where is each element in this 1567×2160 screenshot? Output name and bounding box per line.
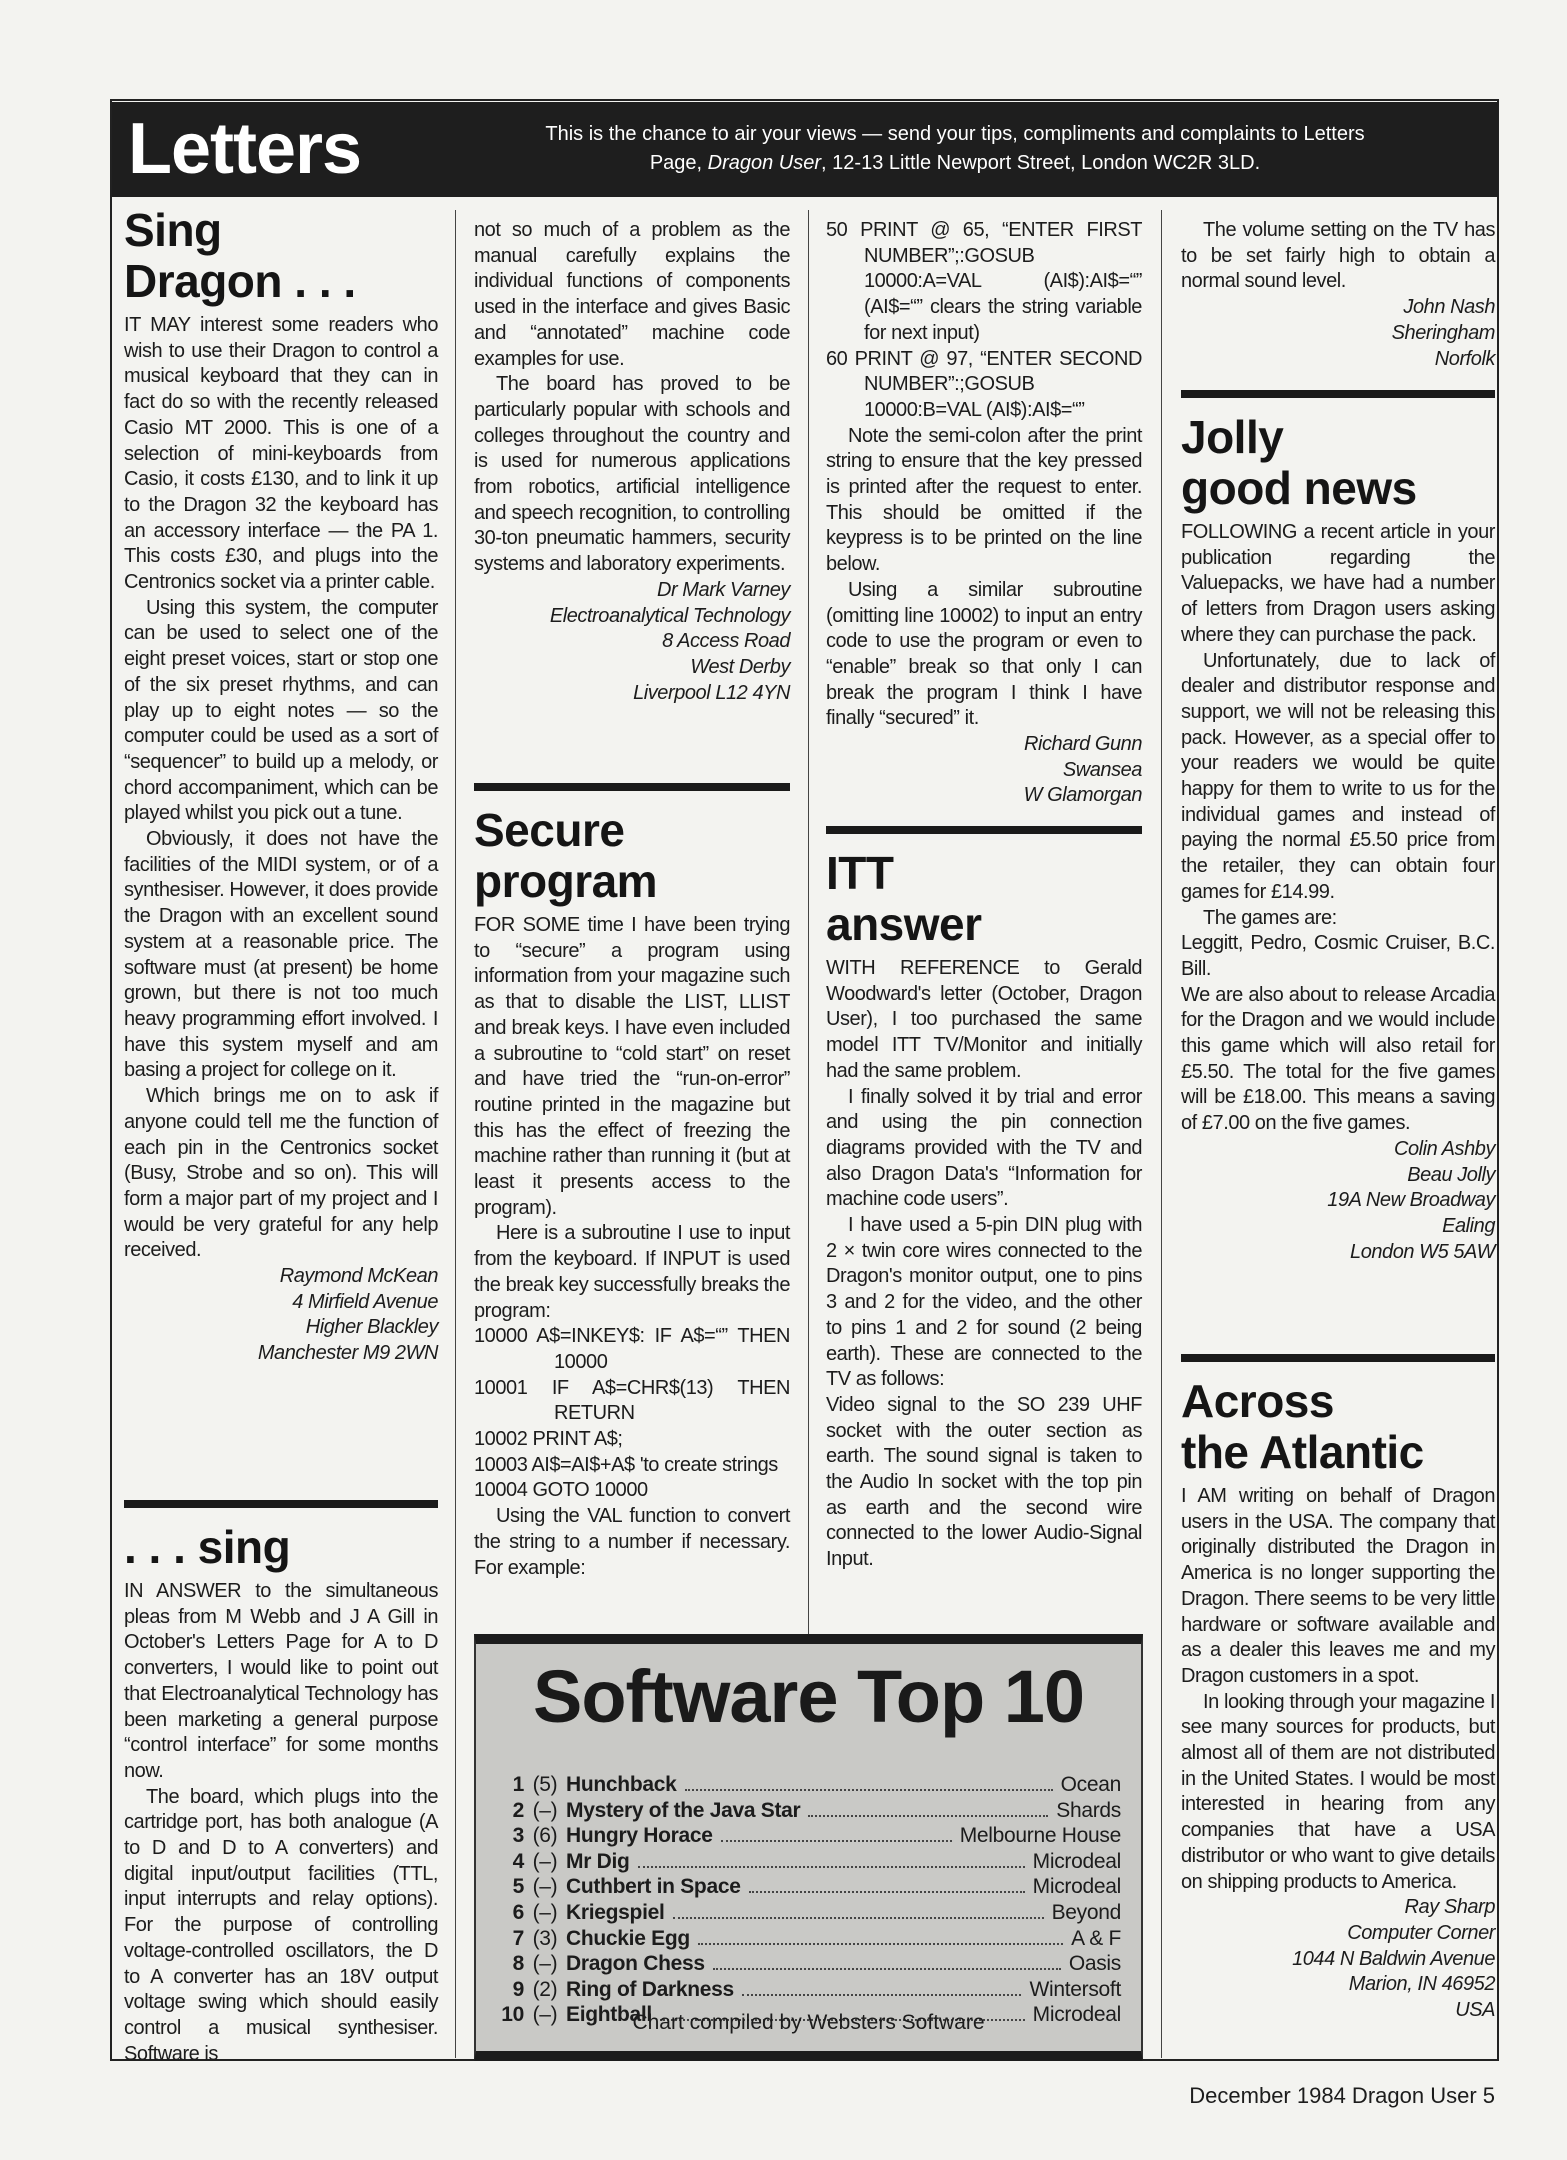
dot-leader (638, 1866, 1025, 1868)
chart-publisher: Oasis (1068, 1952, 1121, 1976)
chart-previous-position: (2) (532, 1977, 558, 2001)
chart-rank: 5 (512, 1875, 524, 1899)
paragraph: Leggitt, Pedro, Cosmic Cruiser, B.C. Bill. (1181, 932, 1495, 980)
signature-line: London W5 5AW (1350, 1240, 1495, 1263)
signature-line: 19A New Broadway (1327, 1189, 1495, 1212)
dot-leader (673, 1917, 1044, 1919)
column-divider (1161, 210, 1162, 2058)
chart-rank: 6 (512, 1900, 524, 1924)
chart-rank: 1 (512, 1773, 524, 1796)
column-divider (455, 210, 456, 2058)
chart-rank: 4 (512, 1849, 524, 1873)
paragraph: The games are: (1203, 906, 1337, 929)
chart-previous-position: (–) (532, 1952, 558, 1976)
chart-publisher: Shards (1056, 1798, 1121, 1822)
signature-line: Norfolk (1434, 347, 1495, 370)
signature-line: Ealing (1442, 1214, 1495, 1237)
chart-publisher: A & F (1071, 1926, 1121, 1950)
dot-leader (698, 1943, 1063, 1945)
signature-line: Liverpool L12 4YN (633, 681, 790, 704)
chart-rank: 2 (512, 1798, 524, 1822)
paragraph: In looking through your magazine I see many sources for products, but almost all of them are not distributed in the United States. I would be most interested in hearing from any companies that have a USA distributor or who want to give details on shipping products to America. (1181, 1690, 1495, 1893)
article-itt-answer (826, 826, 1142, 1573)
code-line: 10003 AI$=AI$+A$ 'to create strings (474, 1453, 778, 1476)
subtitle-pre: Page, (649, 152, 708, 174)
subtitle-address: , 12-13 Little Newport Street, London WC2R 3LD. (821, 152, 1261, 174)
letter-signature (1181, 1895, 1495, 2024)
paragraph: I AM writing on behalf of Dragon users in the USA. The company that originally distributed the Dragon in America is no longer supporting the Dragon. There seems to be very little hardware or software available and as a dealer this leaves me and my Dragon customers in a spot. (1181, 1485, 1495, 1687)
chart-row (494, 1849, 1121, 1875)
chart-row (494, 1772, 1121, 1798)
page-footer: December 1984 Dragon User 5 (1189, 2083, 1495, 2108)
top10-list (494, 1772, 1121, 2028)
paragraph: Using this system, the computer can be used to select one of the eight preset voices, start or stop one of the six preset rhythms, and can play up to eight notes — so the computer could be used as a sort of “sequencer” to build up a melody, or chord accompaniment, which can be played whilst you pick out a tune. (124, 596, 438, 825)
paragraph: Obviously, it does not have the facilities of the MIDI system, or of a synthesiser. However, it does provide the Dragon with an excellent sound system at a reasonable price. The software must (at present) be home grown, but there is not too much heavy programming effort involved. I have this system myself and am basing a project for college on it. (124, 828, 438, 1082)
code-line: 10001 IF A$=CHR$(13) THEN RETURN (474, 1376, 790, 1425)
article-itt-cont (1181, 218, 1495, 372)
signature-line: John Nash (1403, 296, 1495, 319)
signature-line: 8 Access Road (662, 630, 790, 653)
code-line: 10000 A$=INKEY$: IF A$=“” THEN 10000 (474, 1325, 790, 1373)
paragraph: I finally solved it by trial and error and using the pin connection diagrams provided with the TV and also Dragon Data's “Information for machine code users”. (826, 1085, 1142, 1211)
article-heading (124, 1522, 438, 1573)
paragraph: I have used a 5-pin DIN plug with 2 × twin core wires connected to the Dragon's monitor output, one to pins 3 and 2 for the video, and the other to pins 1 and 2 for sound (2 being earth). These are connected to the TV as follows: (826, 1214, 1142, 1391)
chart-publisher: Ocean (1060, 1773, 1121, 1796)
paragraph: Unfortunately, due to lack of dealer and distributor response and support, we will not be releasing this pack. However, as a special offer to your readers we would be quite happy for them to write to us for the individual games and instead of paying the normal £5.50 price from the retailer, they can obtain four games for £14.99. (1181, 649, 1495, 903)
dot-leader (721, 1840, 952, 1842)
paragraph: FOR SOME time I have been trying to “secure” a program using information from your magazine such as that to disable the LIST, LLIST and break keys. I have even included a subroutine to “cold start” on reset and have tried the “run-on-error” routine printed in the magazine but this has the effect of freezing the machine rather than running it (but at least it presents access to the program). (474, 914, 790, 1219)
chart-previous-position: (–) (532, 1875, 558, 1899)
chart-rank: 7 (512, 1926, 524, 1950)
article-secure-program (474, 783, 790, 1581)
heading-line: Dragon . . . (124, 255, 356, 307)
paragraph: not so much of a problem as the manual carefully explains the individual functions of components used in the interface and gives Basic and “annotated” machine code examples for use. (474, 219, 790, 370)
dot-leader (685, 1789, 1053, 1791)
signature-line: Colin Ashby (1393, 1137, 1495, 1160)
dot-leader (749, 1891, 1025, 1893)
chart-row (494, 1900, 1121, 1926)
chart-publisher: Microdeal (1032, 1849, 1121, 1873)
code-line: 50 PRINT @ 65, “ENTER FIRST NUMBER”;:GOSUB 10000:A=VAL (AI$):AI$=“” (AI$=“” clears the string variable for next input) (826, 219, 1142, 344)
paragraph: IN ANSWER to the simultaneous pleas from M Webb and J A Gill in October's Letters Page for A to D converters, I would like to point out that Electroanalytical Technology has been marketing a general purpose “control interface” for some months now. (124, 1580, 438, 1782)
article-sing-dragon (124, 205, 438, 1367)
signature-line: Manchester M9 2WN (257, 1342, 438, 1365)
signature-line: Beau Jolly (1407, 1163, 1495, 1186)
letter-signature (474, 578, 790, 707)
chart-previous-position: (–) (532, 2003, 558, 2027)
article-heading (124, 205, 438, 307)
article-heading (474, 805, 790, 907)
chart-publisher: Wintersoft (1029, 1977, 1121, 2001)
chart-title: Mr Dig (566, 1849, 630, 1873)
chart-row (494, 1977, 1121, 2003)
signature-line: Computer Corner (1347, 1921, 1495, 1944)
chart-publisher: Microdeal (1032, 1875, 1121, 1899)
software-top-10-box (474, 1634, 1143, 2061)
dot-leader (742, 1994, 1022, 1996)
chart-title: Mystery of the Java Star (566, 1798, 801, 1822)
article-heading (826, 848, 1142, 950)
chart-title: Dragon Chess (566, 1952, 705, 1976)
chart-publisher: Beyond (1051, 1900, 1121, 1924)
heading-line: ITT (826, 847, 894, 899)
chart-title: Chuckie Egg (566, 1926, 690, 1950)
paragraph: IT MAY interest some readers who wish to use their Dragon to control a musical keyboard that they can in fact do so with the recently released Casio MT 2000. This is one of a selection of mini-keyboards from Casio, it costs £130, and to link it up to the Dragon 32 the keyboard has an accessory interface — the PA 1. This costs £30, and plugs into the Centronics socket via a printer cable. (124, 314, 438, 594)
chart-title: Hungry Horace (566, 1824, 713, 1848)
paragraph: The board has proved to be particularly popular with schools and colleges throughout the country and is used for numerous applications from robotics, artificial intelligence and speech recognition, to controlling 30-ton pneumatic hammers, security systems and laboratory experiments. (474, 373, 790, 576)
chart-title: Kriegspiel (566, 1900, 665, 1924)
chart-title: Ring of Darkness (566, 1977, 734, 2001)
heading-line: program (474, 855, 658, 907)
chart-rank: 10 (501, 2003, 524, 2027)
paragraph: Which brings me on to ask if anyone could tell me the function of each pin in the Centronics socket (Busy, Strobe and so on). This will form a major part of my project and I would be very grateful for any help received. (124, 1085, 438, 1262)
article-sing-cont (474, 218, 790, 706)
section-divider (124, 1500, 438, 1508)
signature-line: West Derby (690, 655, 790, 678)
top10-credit: Chart compiled by Websters Software (632, 2011, 985, 2034)
article-jolly-good-news (1181, 390, 1495, 1265)
article-heading (1181, 412, 1495, 514)
signature-line: Swansea (1062, 758, 1142, 781)
section-divider (1181, 390, 1495, 398)
signature-line: Marion, IN 46952 (1348, 1973, 1495, 1996)
section-divider (1181, 1354, 1495, 1362)
paragraph: The board, which plugs into the cartridge port, has both analogue (A to D and D to A converters) and digital input/output facilities (TTL, input interrupts and relay options). For the purpose of controlling voltage-controlled oscillators, the D to A converter has an 18V output voltage swing which should easily control a musical synthesiser. Software is (124, 1785, 438, 2065)
chart-row (494, 1798, 1121, 1824)
chart-previous-position: (–) (532, 1900, 558, 1924)
chart-previous-position: (5) (532, 1773, 558, 1796)
chart-rank: 9 (512, 1977, 524, 2001)
letter-signature (1181, 295, 1495, 372)
chart-previous-position: (3) (532, 1926, 558, 1950)
signature-line: Higher Blackley (305, 1316, 438, 1339)
chart-previous-position: (6) (532, 1824, 558, 1848)
paragraph: Video signal to the SO 239 UHF socket with the outer section as earth. The sound signal is taken to the Audio In socket with the top pin as earth and the second wire connected to the lower Audio-Signal Input. (826, 1393, 1142, 1571)
paragraph: Using a similar subroutine (omitting line 10002) to input an entry code to use the program or even to “enable” break so that only I can break the program I think I have finally “secured” it. (826, 578, 1142, 730)
signature-line: Electroanalytical Technology (549, 604, 790, 627)
section-divider (474, 783, 790, 791)
top10-title: Software Top 10 (532, 1655, 1085, 1738)
chart-rank: 3 (512, 1824, 524, 1848)
signature-line: Sheringham (1391, 321, 1495, 344)
signature-line: W Glamorgan (1023, 784, 1142, 807)
paragraph: Note the semi-colon after the print string to ensure that the key pressed is printed after the request to enter. This should be omitted if the keypress is to be printed on the line below. (826, 424, 1142, 576)
header-subtitle (422, 120, 1488, 178)
heading-line: the Atlantic (1181, 1426, 1424, 1478)
signature-line: Richard Gunn (1024, 733, 1142, 756)
subtitle-line-1: This is the chance to air your views — send your tips, compliments and complaints to Letters (545, 123, 1365, 145)
heading-line: Jolly (1181, 411, 1284, 463)
subtitle-magazine: Dragon User (707, 152, 822, 174)
signature-line: USA (1455, 1999, 1495, 2022)
heading-line: . . . sing (124, 1521, 291, 1573)
signature-line: Ray Sharp (1404, 1896, 1495, 1919)
chart-publisher: Melbourne House (959, 1824, 1121, 1848)
paragraph: FOLLOWING a recent article in your publication regarding the Valuepacks, we have had a number of letters from Dragon users asking where they can purchase the pack. (1181, 521, 1495, 646)
code-line: 10004 GOTO 10000 (474, 1479, 648, 1502)
chart-publisher: Microdeal (1032, 2003, 1121, 2027)
chart-row (494, 1823, 1121, 1849)
chart-previous-position: (–) (532, 1849, 558, 1873)
page-title: Letters (128, 109, 362, 189)
chart-row (494, 1874, 1121, 1900)
letter-signature (124, 1264, 438, 1367)
dot-leader (713, 1968, 1061, 1970)
letter-signature (1181, 1137, 1495, 1266)
code-line: 60 PRINT @ 97, “ENTER SECOND NUMBER”:;GOSUB 10000:B=VAL (AI$):AI$=“” (826, 347, 1142, 421)
article-sing (124, 1500, 438, 2067)
chart-title: Cuthbert in Space (566, 1875, 741, 1899)
letter-signature (826, 732, 1142, 809)
paragraph: Using the VAL function to convert the string to a number if necessary. For example: (474, 1505, 790, 1579)
chart-row (494, 1926, 1121, 1952)
chart-rank: 8 (512, 1952, 524, 1976)
heading-line: answer (826, 898, 982, 950)
chart-previous-position: (–) (532, 1798, 558, 1822)
heading-line: Secure (474, 804, 625, 856)
article-heading (1181, 1376, 1495, 1478)
chart-title: Eightball (566, 2003, 652, 2027)
chart-title: Hunchback (566, 1773, 677, 1796)
section-divider (826, 826, 1142, 834)
paragraph: WITH REFERENCE to Gerald Woodward's letter (October, Dragon User), I too purchased the same model ITT TV/Monitor and initially had the same problem. (826, 957, 1142, 1082)
paragraph: We are also about to release Arcadia for the Dragon and we would include this game which will also retail for £5.50. The total for the five games will be £18.00. This means a saving of £7.00 on the five games. (1181, 983, 1495, 1135)
signature-line: 1044 N Baldwin Avenue (1292, 1947, 1495, 1970)
letters-header (112, 102, 1498, 197)
heading-line: Sing (124, 204, 222, 256)
heading-line: Across (1181, 1375, 1334, 1427)
paragraph: The volume setting on the TV has to be set fairly high to obtain a normal sound level. (1181, 219, 1495, 293)
heading-line: good news (1181, 462, 1417, 514)
signature-line: Dr Mark Varney (657, 578, 790, 601)
dot-leader (808, 1815, 1048, 1817)
signature-line: Raymond McKean (279, 1265, 438, 1288)
signature-line: 4 Mirfield Avenue (292, 1290, 438, 1313)
article-secure-cont (826, 218, 1142, 809)
chart-row (494, 1951, 1121, 1977)
article-across-the-atlantic (1181, 1354, 1495, 2024)
paragraph: Here is a subroutine I use to input from the keyboard. If INPUT is used the break key successfully breaks the program: (474, 1222, 790, 1322)
code-line: 10002 PRINT A$; (474, 1428, 623, 1451)
